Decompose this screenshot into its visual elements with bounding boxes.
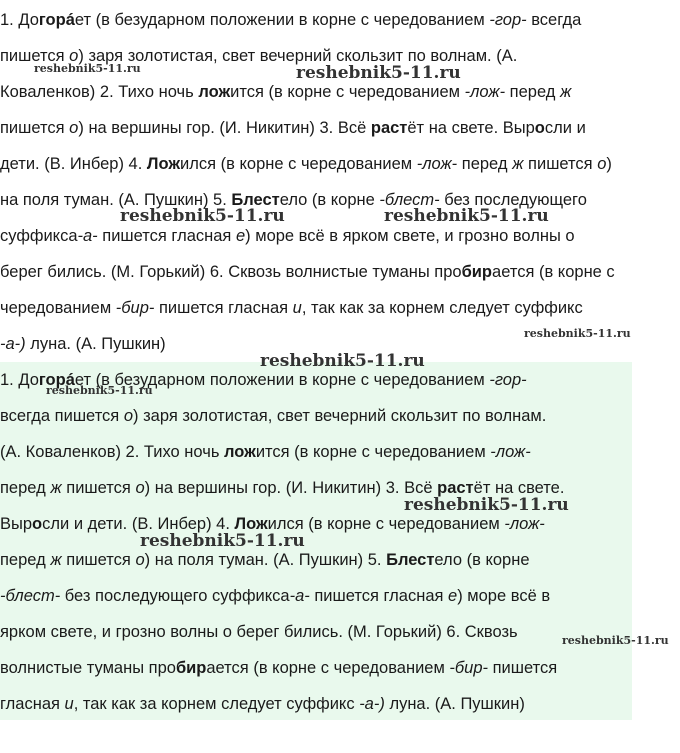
text-line: Коваленков) 2. Тихо ночь ложится (в корне с чередованием -лож- перед ж bbox=[0, 83, 572, 101]
text-line: волнистые туманы пробирается (в корне с чередованием -бир- пишется bbox=[0, 659, 558, 677]
watermark: reshebnik5-11.ru bbox=[524, 327, 631, 340]
text-line: пишется о) заря золотистая, свет вечерний скользит по волнам. (А. bbox=[0, 47, 518, 65]
text-line: 1. Догорáет (в безударном положении в корне с чередованием -гор- bbox=[0, 371, 527, 389]
text-line: 1. Догорáет (в безударном положении в корне с чередованием -гор- всегда bbox=[0, 11, 582, 29]
watermark: reshebnik5-11.ru bbox=[34, 62, 141, 75]
watermark: reshebnik5-11.ru bbox=[260, 351, 425, 371]
watermark: reshebnik5-11.ru bbox=[384, 206, 549, 226]
answer-paragraph bbox=[0, 2, 676, 362]
text-line: перед ж пишется о) на вершины гор. (И. Никитин) 3. Всё растёт на свете. bbox=[0, 479, 565, 497]
text-line: дети. (В. Инбер) 4. Ложился (в корне с чередованием -лож- перед ж пишется о) bbox=[0, 155, 612, 173]
text-line: (А. Коваленков) 2. Тихо ночь ложится (в корне с чередованием -лож- bbox=[0, 443, 531, 461]
highlighted-answer-paragraph bbox=[0, 362, 632, 720]
text-line: берег бились. (М. Горький) 6. Сквозь волнистые туманы пробирается (в корне с bbox=[0, 263, 615, 281]
watermark: reshebnik5-11.ru bbox=[404, 495, 569, 515]
watermark: reshebnik5-11.ru bbox=[562, 634, 669, 647]
text-line: ярком свете, и грозно волны о берег бились. (М. Горький) 6. Сквозь bbox=[0, 623, 518, 641]
text-line: суффикса-а- пишется гласная е) море всё в ярком свете, и грозно волны о bbox=[0, 227, 575, 245]
text-line: перед ж пишется о) на поля туман. (А. Пушкин) 5. Блестело (в корне bbox=[0, 551, 530, 569]
watermark: reshebnik5-11.ru bbox=[296, 63, 461, 83]
text-line: пишется о) на вершины гор. (И. Никитин) 3. Всё растёт на свете. Выросли и bbox=[0, 119, 586, 137]
watermark: reshebnik5-11.ru bbox=[46, 384, 153, 397]
text-line: всегда пишется о) заря золотистая, свет вечерний скользит по волнам. bbox=[0, 407, 547, 425]
text-line: на поля туман. (А. Пушкин) 5. Блестело (в корне -блест- без последующего bbox=[0, 191, 587, 209]
watermark: reshebnik5-11.ru bbox=[140, 531, 305, 551]
text-line: -а-) луна. (А. Пушкин) bbox=[0, 335, 166, 353]
text-line: Выросли и дети. (В. Инбер) 4. Ложился (в корне с чередованием -лож- bbox=[0, 515, 545, 533]
text-line: -блест- без последующего суффикса-а- пишется гласная е) море всё в bbox=[0, 587, 551, 605]
watermark: reshebnik5-11.ru bbox=[120, 206, 285, 226]
text-line: чередованием -бир- пишется гласная и, так как за корнем следует суффикс bbox=[0, 299, 583, 317]
text-line: гласная и, так как за корнем следует суффикс -а-) луна. (А. Пушкин) bbox=[0, 695, 525, 713]
